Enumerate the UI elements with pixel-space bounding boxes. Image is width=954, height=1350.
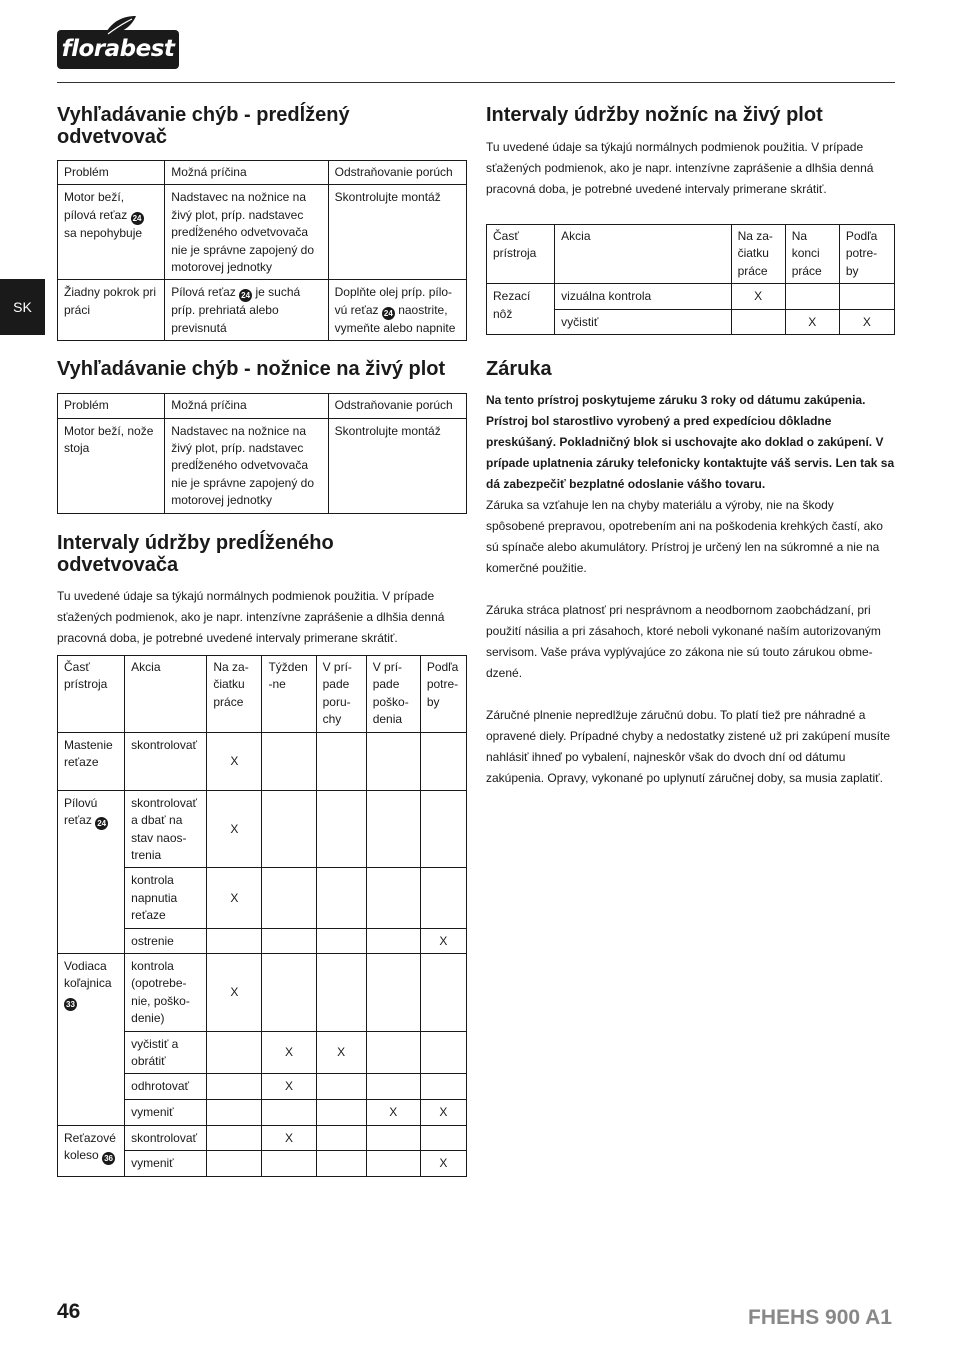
leaf-icon [102,14,138,38]
model-name: FHEHS 900 A1 [748,1306,892,1329]
fix-cell: Skontrolujte montáž [328,185,466,280]
mark-cell: X [366,1099,420,1125]
empty-cell [316,1151,366,1176]
empty-cell [366,790,420,868]
fix-cell: Doplňte olej príp. pílo-vú reťaz 24 naostrite, vymeňte alebo napnite [328,280,466,341]
part-cell: Pílovú reťaz 24 [58,790,125,953]
left-column [57,104,467,1177]
table-header-row [58,161,467,185]
part-number-badge: 24 [95,817,108,830]
empty-cell [262,732,316,790]
empty-cell [366,1125,420,1150]
warranty-title: Záruka [486,358,552,381]
empty-cell [731,309,785,334]
empty-cell [316,790,366,868]
table-row [58,418,467,513]
action-cell: odhrotovať [125,1074,207,1099]
warranty-paragraph-1: Záruka sa vzťahuje len na chyby materiálu a výroby, nie na škody spôsobené prepravou, opotrebením ani na poškodenia krehkých častí, ako sú spínače alebo akumulátory. Prístroj je určený len na súkromné a nie na komerčné použitie. [486,498,883,576]
action-cell: vyčistiť a obrátiť [125,1031,207,1074]
empty-cell [316,732,366,790]
mark-cell: X [207,732,262,790]
header-cell: Možná príčina [165,394,328,418]
empty-cell [262,928,316,953]
mark-cell: X [262,1125,316,1150]
brand-logo-text: florabest [61,36,175,62]
action-cell: vymeniť [125,1151,207,1176]
table-header-row [58,655,467,732]
cause-cell: Nadstavec na nožnice na živý plot, príp. nadstavec predĺženého odvetvovača nie je správne zapojený do motorovej jednotky [165,418,328,513]
empty-cell [262,790,316,868]
empty-cell [420,790,466,868]
header-cell: Časť prístroja [487,225,555,284]
empty-cell [420,1074,466,1099]
table-row [58,732,467,790]
header-cell: V prí-pade poško-denia [366,655,420,732]
empty-cell [366,1031,420,1074]
troubleshooting-hedge-trimmer-title: Vyhľadávanie chýb - nožnice na živý plot [57,358,446,381]
empty-cell [420,868,466,928]
empty-cell [316,1125,366,1150]
header-cell: Problém [58,161,165,185]
action-cell: skontrolovať [125,732,207,790]
part-number-badge: 24 [131,212,144,225]
maintenance-hedge-trimmer-table [486,224,895,335]
action-cell: kontrola napnutia reťaze [125,868,207,928]
language-tab [0,279,45,335]
header-cell: Akcia [125,655,207,732]
empty-cell [207,928,262,953]
maintenance-pruner-title: Intervaly údržby predĺženého odvetvovača [57,531,334,576]
empty-cell [366,732,420,790]
problem-cell: Motor beží, nože stoja [58,418,165,513]
mark-cell: X [420,1099,466,1125]
troubleshooting-hedge-trimmer-table [57,393,467,513]
part-number-badge: 36 [102,1152,115,1165]
empty-cell [262,868,316,928]
empty-cell [207,1074,262,1099]
part-cell: Rezací nôž [487,284,555,335]
empty-cell [366,928,420,953]
table-header-row [58,394,467,418]
maintenance-pruner-table [57,655,467,1177]
mark-cell: X [207,790,262,868]
action-cell: skontrolovať a dbať na stav naos-trenia [125,790,207,868]
header-cell: Na konci práce [785,225,839,284]
empty-cell [207,1151,262,1176]
troubleshooting-extended-pruner-table [57,160,467,341]
empty-cell [839,284,894,309]
mark-cell: X [207,953,262,1031]
mark-cell: X [420,1151,466,1176]
empty-cell [207,1099,262,1125]
part-cell: Mastenie reťaze [58,732,125,790]
part-number-badge: 33 [64,998,77,1011]
empty-cell [366,953,420,1031]
right-column [486,104,895,789]
empty-cell [420,732,466,790]
header-cell: Odstraňovanie porúch [328,394,466,418]
action-cell: kontrola (opotrebe-nie, poško-denie) [125,953,207,1031]
cause-cell: Nadstavec na nožnice na živý plot, príp. nadstavec predĺženého odvetvovača nie je správne zapojený do motorovej jednotky [165,185,328,280]
empty-cell [316,1074,366,1099]
maintenance-pruner-intro: Tu uvedené údaje sa týkajú normálnych podmienok použitia. V prípade sťažených podmienok, ako je napr. intenzívne zaprášenie a dlhšia denná pracovná doba, je potrebné uvedené intervaly primerane skrátiť. [57,588,445,645]
empty-cell [207,1125,262,1150]
part-number-badge: 24 [239,289,252,302]
empty-cell [316,868,366,928]
mark-cell: X [420,928,466,953]
empty-cell [366,1074,420,1099]
maintenance-hedge-trimmer-intro: Tu uvedené údaje sa týkajú normálnych podmienok použitia. V prípade sťažených podmienok, ako je napr. intenzívne zaprášenie a dlhšia denná pracovná doba, je potrebné uvedené intervaly primerane skrátiť. [486,140,874,196]
empty-cell [316,953,366,1031]
language-tab-label: SK [13,299,32,315]
empty-cell [420,1125,466,1150]
empty-cell [366,868,420,928]
header-cell: V prí-pade poru-chy [316,655,366,732]
part-cell: Vodiaca koľajnica 33 [58,953,125,1125]
table-row [58,1125,467,1150]
action-cell: vyčistiť [555,309,731,334]
mark-cell: X [731,284,785,309]
table-header-row [487,225,895,284]
empty-cell [420,1031,466,1074]
table-row [487,284,895,309]
header-cell: Týžden-ne [262,655,316,732]
header-cell: Podľa potre-by [420,655,466,732]
header-cell: Možná príčina [165,161,328,185]
header-rule [57,82,895,83]
part-cell: Reťazové koleso 36 [58,1125,125,1176]
empty-cell [316,928,366,953]
warranty-bold-paragraph: Na tento prístroj poskytujeme záruku 3 roky od dátumu zakúpenia. Prístroj bol starostlivo vyrobený a pred expedíciou dôkladne preskúšaný. Pokladničný blok si uschovajte ako doklad o zakúpení. V prípade uplatnenia záruky telefonicky kontaktujte váš servis. Len tak sa dá zabezpečiť bezplatné odoslanie vášho tovaru. [486,393,895,492]
mark-cell: X [785,309,839,334]
problem-cell: Motor beží, pílová reťaz 24 sa nepohybuje [58,185,165,280]
header-cell: Odstraňovanie porúch [328,161,466,185]
table-row [58,790,467,868]
mark-cell: X [316,1031,366,1074]
empty-cell [316,1099,366,1125]
empty-cell [207,1031,262,1074]
cause-cell: Pílová reťaz 24 je suchá príp. prehriatá alebo previsnutá [165,280,328,341]
header-cell: Problém [58,394,165,418]
action-cell: ostrenie [125,928,207,953]
header-cell: Časť prístroja [58,655,125,732]
troubleshooting-extended-pruner-title: Vyhľadávanie chýb - predĺžený odvetvovač [57,104,350,148]
maintenance-hedge-trimmer-title: Intervaly údržby nožníc na živý plot [486,104,823,126]
empty-cell [366,1151,420,1176]
empty-cell [262,953,316,1031]
empty-cell [262,1099,316,1125]
fix-cell: Skontrolujte montáž [328,418,466,513]
warranty-paragraph-3: Záručné plnenie nepredlžuje záručnú dobu. To platí tiež pre náhradné a opravené diely. Prípadné chyby a nedostatky zistené už pri zakúpení musíte nahlásiť ihneď po vybalení, najneskôr však do dvoch dní od dátumu zakúpenia. Opravy, vykonané po uplynutí záručnej doby, sa musia zaplatiť. [486,708,891,786]
action-cell: skontrolovať [125,1125,207,1150]
table-row [58,953,467,1031]
header-cell: Akcia [555,225,731,284]
header-cell: Podľa potre-by [839,225,894,284]
part-number-badge: 24 [382,307,395,320]
mark-cell: X [262,1074,316,1099]
table-row [58,280,467,341]
header-cell: Na za-čiatku práce [207,655,262,732]
header-cell: Na za-čiatku práce [731,225,785,284]
mark-cell: X [262,1031,316,1074]
page-number: 46 [57,1300,81,1323]
action-cell: vizuálna kontrola [555,284,731,309]
warranty-paragraph-2: Záruka stráca platnosť pri nesprávnom a neodbornom zaobchádzaní, pri použití násilia a pri zásahoch, ktoré neboli vykonané naším autorizovaným servisom. Vaše práva vyplývajúce zo zákona nie sú touto zárukou obme-dzené. [486,603,881,681]
empty-cell [420,953,466,1031]
table-row [58,185,467,280]
mark-cell: X [839,309,894,334]
empty-cell [262,1151,316,1176]
mark-cell: X [207,868,262,928]
action-cell: vymeniť [125,1099,207,1125]
problem-cell: Žiadny pokrok pri práci [58,280,165,341]
empty-cell [785,284,839,309]
